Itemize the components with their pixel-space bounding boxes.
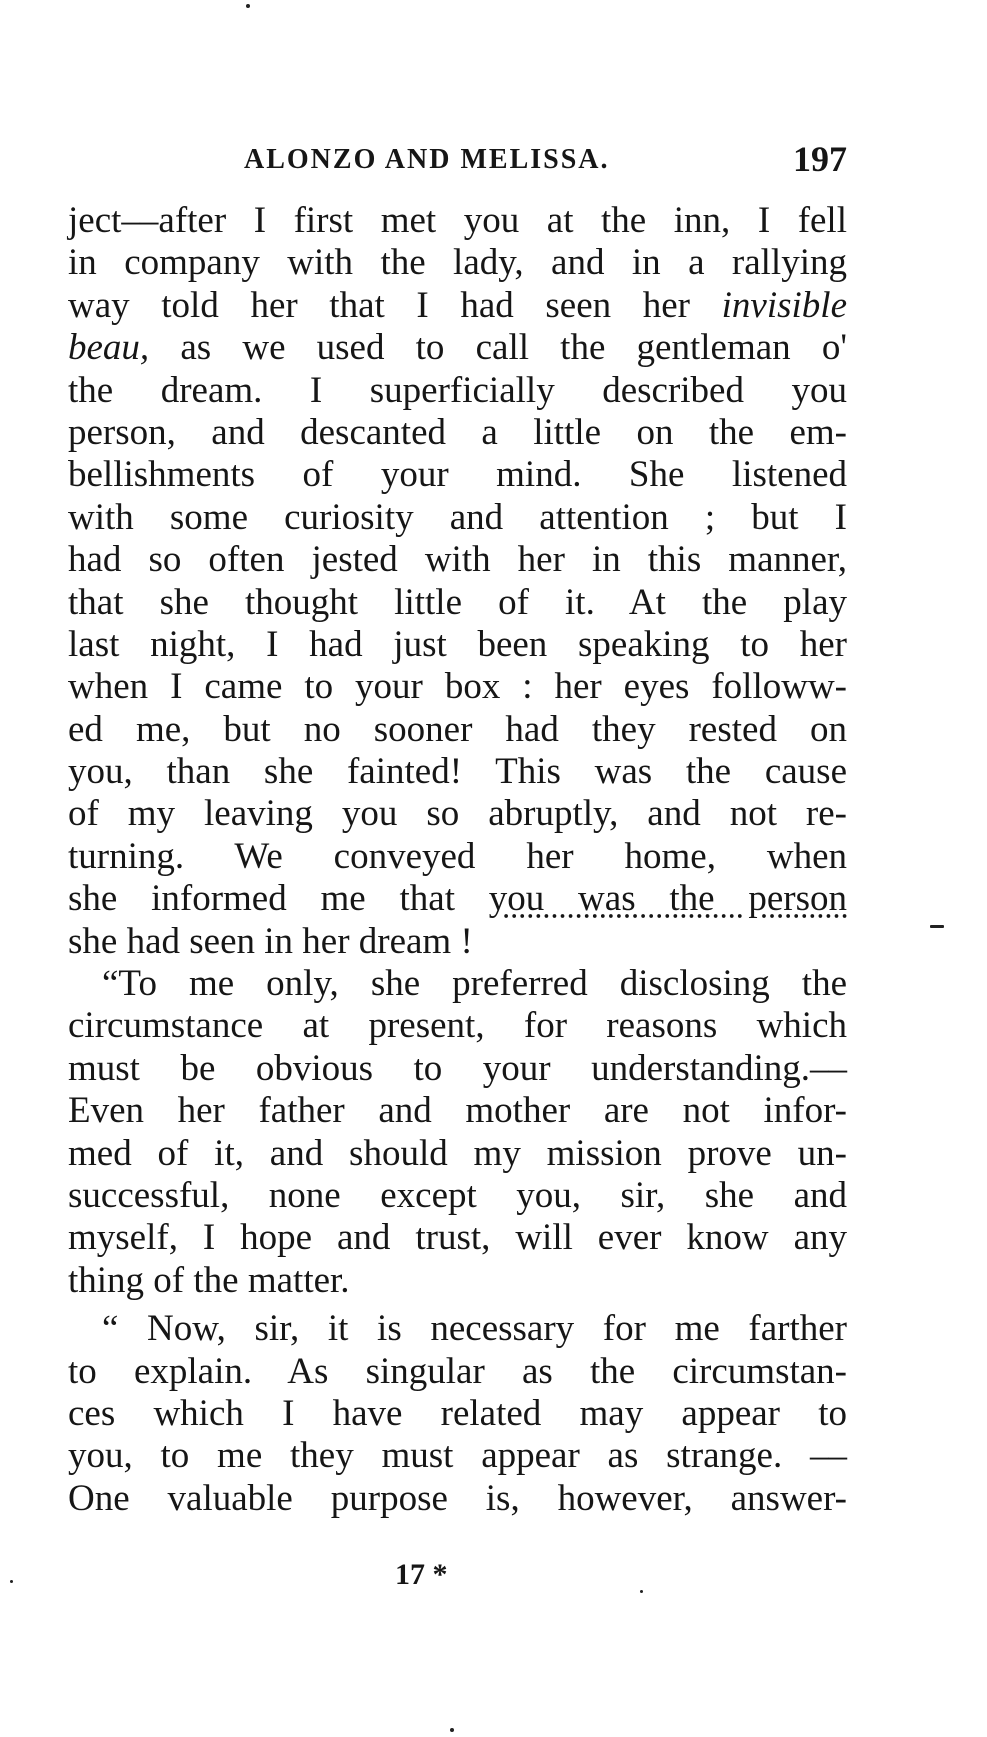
text-line: had so often jested with her in this manner, bbox=[68, 539, 847, 581]
text-line: ject––after I first met you at the inn, I fell bbox=[68, 200, 847, 241]
text-segment: as we used to call the gentleman o' bbox=[180, 327, 847, 369]
text-line: of my leaving you so abruptly, and not re- bbox=[68, 793, 847, 835]
text-line: must be obvious to your understanding.–– bbox=[68, 1047, 847, 1089]
print-speck bbox=[10, 1580, 13, 1583]
text-line: “ Now, sir, it is necessary for me farther bbox=[102, 1308, 847, 1350]
text-line: successful, none except you, sir, she and bbox=[68, 1174, 847, 1216]
text-line: to explain. As singular as the circumstan- bbox=[68, 1350, 847, 1392]
text-line: ces which I have related may appear to bbox=[68, 1392, 847, 1434]
print-speck bbox=[640, 1590, 643, 1593]
text-line bbox=[68, 878, 847, 920]
text-line: med of it, and should my mission prove un- bbox=[68, 1132, 847, 1174]
print-speck bbox=[930, 925, 944, 928]
body-text bbox=[68, 200, 847, 1520]
text-line bbox=[68, 327, 847, 369]
text-line: person, and descanted a little on the em- bbox=[68, 411, 847, 453]
text-line: with some curiosity and attention ; but I bbox=[68, 496, 847, 538]
text-line: last night, I had just been speaking to her bbox=[68, 623, 847, 665]
text-line: in company with the lady, and in a rallying bbox=[68, 242, 847, 284]
text-line: you, to me they must appear as strange. –– bbox=[68, 1435, 847, 1477]
text-line: myself, I hope and trust, will ever know any bbox=[68, 1217, 847, 1259]
italic-word: invisible bbox=[721, 284, 847, 326]
text-line bbox=[68, 285, 847, 327]
text-line: One valuable purpose is, however, answer- bbox=[68, 1477, 847, 1519]
text-line: turning. We conveyed her home, when bbox=[68, 835, 847, 877]
text-line: Even her father and mother are not infor- bbox=[68, 1090, 847, 1132]
italic-word: beau, bbox=[68, 327, 150, 369]
page-number: 197 bbox=[793, 139, 847, 179]
print-speck bbox=[450, 1728, 454, 1732]
text-segment: she informed me that bbox=[68, 878, 455, 920]
underlined-phrase: you was the person bbox=[488, 878, 847, 920]
text-line: she had seen in her dream ! bbox=[68, 920, 473, 962]
signature-mark: 17 * bbox=[395, 1558, 448, 1591]
text-line: circumstance at present, for reasons which bbox=[68, 1005, 847, 1047]
text-line: that she thought little of it. At the play bbox=[68, 581, 847, 623]
running-head bbox=[68, 138, 847, 182]
running-title: ALONZO AND MELISSA. bbox=[244, 144, 610, 175]
text-line: you, than she fainted! This was the cause bbox=[68, 751, 847, 793]
text-line: thing of the matter. bbox=[68, 1259, 350, 1301]
text-line: when I came to your box : her eyes followw- bbox=[68, 666, 847, 708]
text-segment: way told her that I had seen her bbox=[68, 284, 690, 326]
text-line: the dream. I superficially described you bbox=[68, 369, 847, 411]
print-speck bbox=[246, 4, 250, 8]
text-line: “To me only, she preferred disclosing the bbox=[102, 963, 847, 1005]
text-line: ed me, but no sooner had they rested on bbox=[68, 708, 847, 750]
text-line: bellishments of your mind. She listened bbox=[68, 454, 847, 496]
